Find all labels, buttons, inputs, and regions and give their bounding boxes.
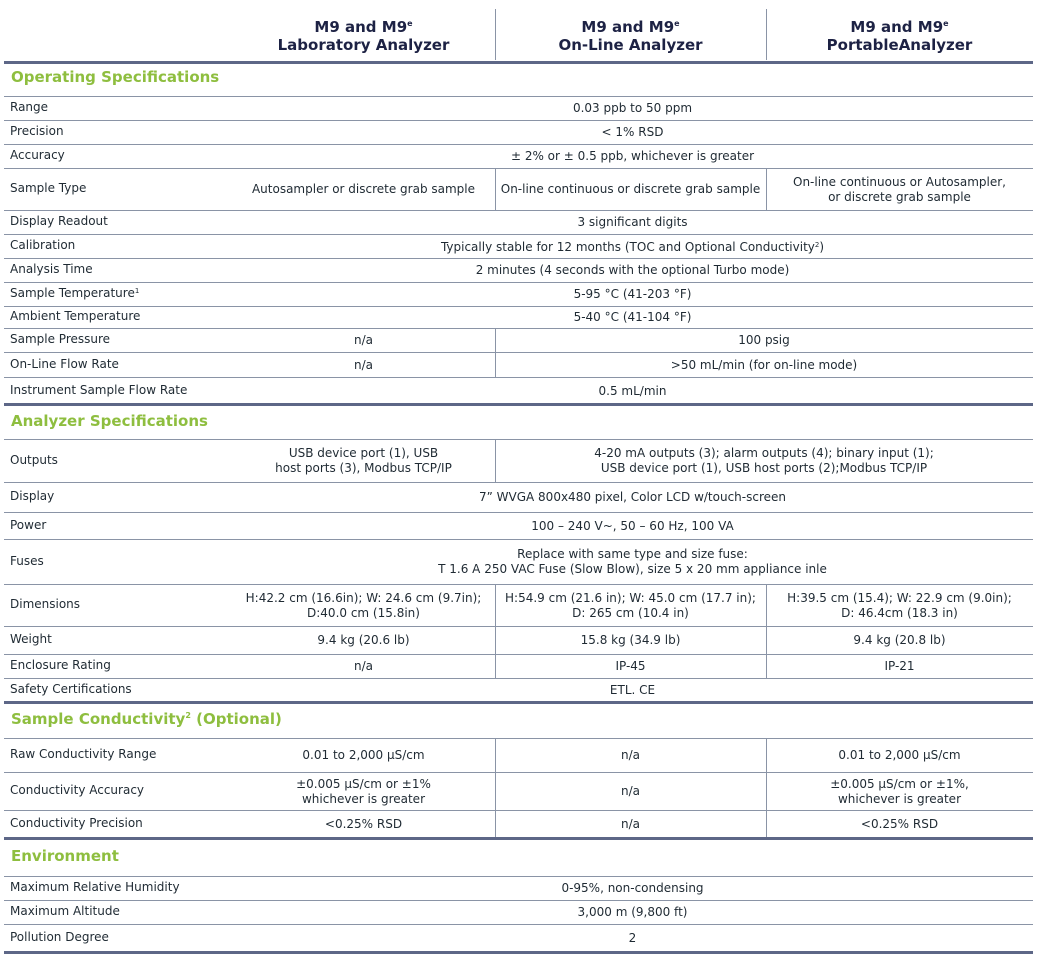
spec-label [10, 357, 119, 371]
spec-label [10, 383, 187, 397]
column-header [232, 9, 495, 60]
spec-label-text: Maximum Altitude [10, 904, 120, 918]
spec-label-text: Precision [10, 124, 64, 138]
spec-value-content: H:54.9 cm (21.6 in); W: 45.0 cm (17.7 in); D: 265 cm (10.4 in) [505, 590, 756, 620]
spec-value-text [615, 659, 645, 674]
column-divider [766, 627, 767, 654]
model-name: M9 and M9 [850, 18, 944, 36]
section-title-text: Environment [11, 847, 119, 865]
spec-value [232, 540, 1033, 584]
spec-label-text: Sample Type [10, 181, 87, 195]
section-title-text: Operating Specifications [11, 68, 220, 86]
spec-value-content: 3 significant digits [577, 215, 688, 229]
spec-value [232, 925, 1033, 952]
section-divider [4, 701, 1033, 704]
section-title-superscript: 2 [185, 711, 191, 720]
spec-value [495, 440, 1033, 482]
spec-value [495, 739, 766, 772]
spec-value-content: 100 psig [738, 333, 790, 347]
spec-value [232, 211, 1033, 234]
spec-value-content: H:42.2 cm (16.6in); W: 24.6 cm (9.7in); D:40.0 cm (15.8in) [245, 590, 482, 620]
spec-value-content: 0.5 mL/min [598, 383, 667, 398]
model-superscript: e [943, 19, 949, 28]
spec-label [10, 214, 108, 228]
spec-value [232, 378, 1033, 404]
spec-value-text [621, 784, 640, 799]
spec-value [495, 773, 766, 810]
section-divider [4, 951, 1033, 954]
spec-value-content: 4-20 mA outputs (3); alarm outputs (4); binary input (1); USB device port (1), USB host ports (2);Modbus TCP/IP [594, 446, 934, 475]
spec-label-text: Sample Pressure [10, 332, 111, 346]
spec-value-content: 9.4 kg (20.8 lb) [853, 633, 946, 647]
spec-value-text [246, 591, 482, 621]
spec-label [10, 658, 111, 672]
spec-label-text: Enclosure Rating [10, 658, 111, 672]
spec-value-text [441, 238, 824, 255]
spec-value [232, 483, 1033, 512]
spec-value-text [621, 748, 640, 763]
spec-value [232, 679, 1033, 702]
spec-value-text [599, 384, 667, 399]
spec-value-suffix: ) [819, 240, 825, 254]
spec-value-content: USB device port (1), USB host ports (3), Modbus TCP/IP [275, 446, 452, 475]
spec-value [232, 739, 495, 772]
column-header-model [850, 15, 948, 36]
spec-value-content: ETL. CE [609, 683, 656, 697]
spec-value-text [578, 905, 688, 920]
spec-value [232, 329, 495, 352]
spec-value-content: 15.8 kg (34.9 lb) [580, 633, 681, 647]
column-header [766, 9, 1033, 60]
analyzer-type: PortableAnalyzer [826, 36, 973, 54]
spec-value-text [884, 659, 914, 674]
spec-label [10, 489, 54, 503]
spec-value-content: n/a [353, 333, 373, 347]
spec-label-text: Conductivity Accuracy [10, 783, 145, 797]
spec-value [495, 627, 766, 654]
analyzer-type: Laboratory Analyzer [277, 36, 450, 54]
spec-label-text: Display [10, 489, 55, 503]
spec-value-content: 0.01 to 2,000 µS/cm [838, 748, 961, 762]
column-divider [495, 739, 496, 772]
spec-value [232, 121, 1033, 144]
spec-label-text: On-Line Flow Rate [10, 356, 119, 371]
spec-label [10, 747, 156, 761]
column-divider [495, 655, 496, 678]
spec-value [232, 235, 1033, 258]
spec-label [10, 453, 58, 467]
spec-value-text [476, 263, 790, 278]
spec-value-content: ±0.005 µS/cm or ±1%, whichever is greater [830, 776, 969, 806]
spec-value-content: < 1% RSD [601, 125, 664, 139]
spec-value-content: Replace with same type and size fuse: T 1.6 A 250 VAC Fuse (Slow Blow), size 5 x 20 mm appliance inle [438, 547, 827, 576]
spec-value-text [296, 777, 431, 807]
model-superscript: e [674, 19, 680, 28]
spec-value-text [573, 101, 692, 116]
spec-value-text [302, 748, 424, 763]
spec-value [766, 655, 1033, 678]
spec-value-text [561, 881, 703, 896]
column-divider [495, 811, 496, 838]
column-divider [766, 9, 767, 60]
spec-value [495, 353, 1033, 377]
spec-value-content: 5-95 °C (41-203 °F) [573, 287, 692, 301]
column-divider [766, 585, 767, 626]
spec-value [232, 259, 1033, 282]
section-title [11, 847, 119, 865]
section-title-text: Analyzer Specifications [11, 411, 208, 430]
spec-value [766, 739, 1033, 772]
spec-value-content: Autosampler or discrete grab sample [251, 182, 476, 196]
spec-value-text [354, 333, 373, 348]
spec-value-text [738, 333, 790, 348]
spec-label [10, 554, 44, 568]
column-header-type [827, 36, 973, 54]
column-divider [766, 169, 767, 210]
spec-value-content: ±0.005 µS/cm or ±1% whichever is greater [296, 776, 431, 806]
spec-value-text [511, 149, 754, 164]
spec-value-text [505, 591, 756, 621]
spec-value-content: <0.25% RSD [860, 817, 939, 831]
spec-label-text: Fuses [10, 553, 44, 568]
spec-label-text: Range [10, 100, 49, 114]
column-divider [495, 585, 496, 626]
spec-value [232, 169, 495, 210]
column-header [495, 9, 766, 60]
spec-label [10, 309, 140, 323]
spec-value-content: Typically stable for 12 months (TOC and Optional Conductivity [440, 240, 815, 254]
spec-value-content: 0.03 ppb to 50 ppm [572, 101, 693, 115]
spec-label [10, 238, 75, 252]
spec-label [10, 930, 109, 944]
spec-value-content: 0-95%, non-condensing [561, 881, 704, 895]
column-header-model [314, 15, 412, 36]
spec-value [766, 585, 1033, 626]
column-divider [766, 739, 767, 772]
spec-value [232, 513, 1033, 539]
spec-value-text [581, 633, 681, 648]
spec-label [10, 880, 180, 894]
spec-value-text [793, 175, 1006, 205]
section-title [11, 412, 208, 430]
spec-label-text: Sample Temperature [10, 286, 135, 300]
spec-label-text: Pollution Degree [10, 930, 109, 944]
spec-value [232, 283, 1033, 306]
spec-label [10, 518, 46, 532]
spec-value-text [830, 777, 969, 807]
spec-value [232, 585, 495, 626]
spec-label [10, 597, 80, 611]
spec-value [232, 440, 495, 482]
spec-value-content: >50 mL/min (for on-line mode) [670, 357, 858, 372]
column-divider [495, 329, 496, 352]
spec-value [495, 585, 766, 626]
spec-value [232, 627, 495, 654]
spec-value-text [577, 215, 687, 230]
spec-value [232, 877, 1033, 900]
section-title-suffix: (Optional) [190, 710, 282, 728]
spec-value-text [853, 633, 945, 648]
spec-value-superscript: 2 [814, 241, 820, 249]
analyzer-type: On-Line Analyzer [558, 36, 703, 54]
spec-value [232, 811, 495, 838]
spec-label-text: Dimensions [10, 597, 81, 611]
column-header-type [558, 36, 702, 54]
spec-label-text: Maximum Relative Humidity [10, 880, 180, 894]
spec-value-text [354, 358, 373, 373]
column-divider [495, 9, 496, 60]
spec-value-text [354, 659, 373, 674]
spec-value [766, 169, 1033, 210]
spec-value [232, 145, 1033, 168]
spec-label [10, 181, 86, 195]
column-divider [495, 353, 496, 377]
spec-value [232, 773, 495, 810]
spec-label-superscript: 1 [134, 287, 140, 295]
spec-value-content: n/a [620, 784, 640, 798]
spec-label-text: Instrument Sample Flow Rate [10, 382, 188, 397]
spec-value-text [594, 446, 934, 476]
spec-label-text: Analysis Time [10, 262, 93, 276]
spec-value-content: ± 2% or ± 0.5 ppb, whichever is greater [510, 149, 755, 163]
spec-value-content: IP-21 [884, 659, 915, 673]
spec-value-text [574, 310, 692, 325]
spec-value-text [317, 633, 409, 648]
spec-value [232, 353, 495, 377]
spec-label [10, 262, 93, 276]
spec-label [10, 286, 139, 300]
spec-value [232, 307, 1033, 328]
column-divider [495, 440, 496, 482]
spec-value [766, 811, 1033, 838]
spec-value-content: 9.4 kg (20.6 lb) [317, 633, 410, 647]
spec-value [495, 811, 766, 838]
spec-label [10, 632, 52, 646]
spec-value-text [621, 817, 640, 832]
spec-value-text [252, 182, 475, 197]
section-divider [4, 837, 1033, 840]
section-divider [4, 61, 1033, 64]
column-divider [495, 169, 496, 210]
spec-value [232, 901, 1033, 924]
spec-value [495, 655, 766, 678]
spec-label-text: Weight [10, 632, 52, 646]
spec-value-text [438, 547, 827, 577]
spec-value-content: n/a [353, 659, 373, 673]
spec-value [232, 655, 495, 678]
spec-label-text: Accuracy [10, 148, 65, 162]
spec-value-text [629, 931, 637, 946]
spec-value-content: n/a [620, 748, 640, 762]
column-divider [766, 811, 767, 838]
spec-value-content: 2 [628, 931, 637, 945]
spec-value-text [861, 817, 938, 832]
spec-value [766, 627, 1033, 654]
spec-value-content: 5-40 °C (41-104 °F) [573, 310, 692, 324]
spec-label [10, 816, 143, 830]
spec-value [495, 329, 1033, 352]
spec-value-text [275, 446, 452, 476]
spec-value [495, 169, 766, 210]
spec-value [232, 97, 1033, 120]
column-header-type [278, 36, 450, 54]
spec-value-content: On-line continuous or discrete grab sample [500, 182, 761, 196]
spec-label [10, 148, 65, 162]
spec-label-text: Ambient Temperature [10, 309, 141, 323]
column-divider [495, 627, 496, 654]
spec-value-text [531, 519, 733, 534]
spec-value-content: n/a [620, 817, 640, 831]
spec-label-text: Display Readout [10, 214, 108, 228]
spec-label [10, 100, 48, 114]
column-divider [495, 773, 496, 810]
spec-value-text [479, 490, 786, 505]
spec-label-text: Safety Certifications [10, 682, 132, 696]
spec-value-text [671, 358, 857, 373]
spec-label-text: Conductivity Precision [10, 816, 143, 830]
spec-value-content: H:39.5 cm (15.4); W: 22.9 cm (9.0in); D: 46.4cm (18.3 in) [787, 590, 1012, 620]
spec-value-content: 2 minutes (4 seconds with the optional Turbo mode) [475, 263, 790, 277]
spec-value [766, 773, 1033, 810]
spec-value-text [501, 182, 760, 197]
spec-value-content: n/a [353, 357, 373, 372]
spec-label [10, 904, 120, 918]
column-header-model [581, 15, 679, 36]
spec-label-text: Calibration [10, 238, 76, 252]
spec-label [10, 783, 144, 797]
spec-value-text [838, 748, 960, 763]
spec-value-text [787, 591, 1012, 621]
spec-value-content: 0.01 to 2,000 µS/cm [302, 748, 425, 762]
spec-value-text [325, 817, 402, 832]
column-divider [766, 655, 767, 678]
spec-label [10, 332, 110, 346]
model-name: M9 and M9 [581, 18, 675, 36]
spec-label [10, 682, 132, 696]
spec-value-content: 3,000 m (9,800 ft) [577, 905, 688, 919]
spec-value-text [610, 683, 655, 698]
spec-value-content: <0.25% RSD [324, 817, 403, 831]
model-name: M9 and M9 [314, 18, 408, 36]
spec-label-text: Outputs [10, 452, 58, 467]
column-divider [766, 773, 767, 810]
spec-value-content: 7” WVGA 800x480 pixel, Color LCD w/touch-screen [478, 490, 786, 504]
section-divider [4, 403, 1033, 406]
spec-value-text [574, 287, 692, 302]
spec-value-content: IP-45 [615, 659, 646, 673]
spec-value-content: On-line continuous or Autosampler, or discrete grab sample [793, 174, 1006, 204]
section-title-text: Sample Conductivity [11, 710, 186, 728]
spec-label [10, 124, 64, 138]
section-title [11, 68, 219, 86]
spec-value-content: 100 – 240 V~, 50 – 60 Hz, 100 VA [531, 518, 734, 533]
spec-label-text: Raw Conductivity Range [10, 747, 157, 761]
section-title [11, 710, 282, 728]
spec-label-text: Power [10, 517, 47, 532]
model-superscript: e [407, 19, 413, 28]
spec-value-text [602, 125, 664, 140]
